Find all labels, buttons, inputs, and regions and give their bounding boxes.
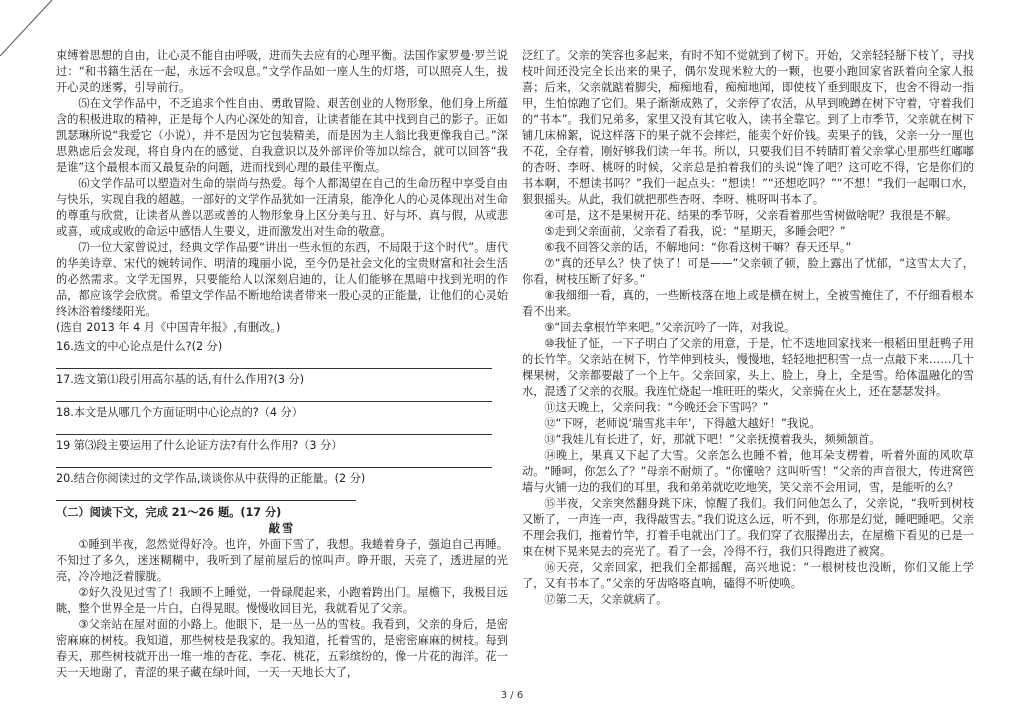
story-paragraph-3: ③父亲站在屋对面的小路上。他眼下，是一丛一丛的雪枝。我看到，父亲的身后，是密密麻麻的树枝。我知道，那些树枝是我家的。我知道，托着雪的，是密密麻麻的树枝。每到春天，那些树枝就开出一堆一堆的杏花、李花、桃花，五彩缤纷的，像一片花的海洋。花一天一天地谢了，青涩的果子藏在绿叶间，一天一天地长大了， [56,618,508,679]
corner-fold-line [0,0,60,60]
section-heading: （二）阅读下文，完成 21～26 题。(17 分) [56,506,282,519]
story-paragraph-6: ⑥我不回答父亲的话，不解地问：“你看这树干嘛？春天还早。” [544,241,852,254]
question-16: 16.选文的中心论点是什么?(2 分) [56,340,223,353]
page-number: 3 / 6 [500,690,524,701]
answer-line-17[interactable] [56,388,492,402]
answer-line-16[interactable] [56,355,492,369]
passage-paragraph-4: 束缚着思想的自由，让心灵不能自由呼吸，进而失去应有的心理平衡。法国作家罗曼·罗兰说过：“和书籍生活在一起，永远不会叹息。”文学作品如一座人生的灯塔，可以照亮人生，拔开心灵的迷雾，引导前行。 [56,49,508,94]
question-18: 18.本文是从哪几个方面证明中心论点的?（4 分） [56,406,303,419]
passage-paragraph-5: ⑸在文学作品中，不乏追求个性自由、勇敢冒险、艰苦创业的人物形象，他们身上所蕴含的积极进取的精神，正是每个人内心深处的知音，让读者能在其中找到自己的影子。正如凯瑟琳所说“我爱它（小说），并不是因为它包装精美，而是因为主人翁比我更像我自己。”深思熟虑后会发现，将自身内在的感觉、自我意识以及外部评价等加以综合，就可以回答“我是谁”这个最根本而又最复杂的问题，进而找到心理的最佳平衡点。 [56,97,508,174]
story-paragraph-4: ④可是，这不是果树开花、结果的季节呀，父亲看着那些雪树做啥呢？我很是不解。 [544,209,958,222]
passage-source: (选自 2013 年 4 月《中国青年报》,有删改。) [56,321,281,334]
right-column [522,48,974,608]
story-paragraph-17: ⑰第二天，父亲就病了。 [544,593,668,606]
story-paragraph-5: ⑤走到父亲面前，父亲看了看我，说：“星期天，多睡会吧？” [544,225,846,238]
story-paragraph-14: ⑭晚上，果真又下起了大雪。父亲怎么也睡不着，他耳朵支楞着，听着外面的风吹草动。“睡呵，你怎么了？”母亲不耐烦了。“你懂啥？这叫听雪！”父亲的声音很大，传进窝笆墙与火铺一边的我们的耳里，我和弟弟就吃吃地笑，笑父亲不会用词，雪，是能听的么？ [522,449,974,494]
question-19: 19 第⑶段主要运用了什么论证方法?有什么作用?（3 分） [56,439,343,452]
question-20: 20.结合你阅读过的文学作品,谈谈你从中获得的正能量。(2 分) [56,472,366,485]
story-paragraph-9: ⑨“回去拿根竹竿来吧。”父亲沉吟了一阵，对我说。 [544,321,796,334]
story-paragraph-7: ⑦“真的还早么？快了快了！可是——”父亲顿了顿，脸上露出了忧郁，“这雪太大了，你看，树枝压断了好多。” [522,257,974,286]
story-paragraph-13: ⑬“我娃儿有长进了，好，那就下吧！”父亲抚摸着我头，频频颔首。 [544,433,881,446]
story-paragraph-8: ⑧我细细一看，真的，一些断枝落在地上或是横在树上，全被雪掩住了，不仔细看根本看不出来。 [522,289,974,318]
story-paragraph-11: ⑪这天晚上，父亲问我：“今晚还会下雪吗？” [544,401,769,414]
passage-paragraph-7: ⑺一位大家曾说过，经典文学作品要“讲出一些永恒的东西，不局限于这个时代”。唐代的华美诗章、宋代的婉转词作、明清的瑰丽小说，至今仍是社会文化的宝贵财富和社会生活的必然需求。文学无国界，只要能给人以深刻启迪的，让人们能够在黑暗中找到光明的作品，都应该学会欣赏。希望文学作品不断地给读者带来一股心灵的正能量，让他们的心灵始终沐浴着缕缕阳光。 [56,241,508,318]
answer-line-20[interactable] [56,487,356,501]
answer-line-18[interactable] [56,421,492,435]
question-17: 17.选文第⑴段引用高尔基的话,有什么作用?(3 分) [56,373,305,386]
story-paragraph-3-cont: 泛红了。父亲的笑容也多起来，有时不知不觉就到了树下。开始，父亲轻轻掰下枝丫，寻找枝叶间还没完全长出来的果子，偶尔发现米粒大的一颗，也要小跑回家省跃着向全家人报喜；后来，父亲就踮着脚尖，痴痴地看，痴痴地闻，即使枝丫垂到眼皮下，也舍不得动一指甲，生怕惊跑了它们。果子渐渐成熟了，父亲停了农活，从早到晚蹲在树下守着，守着我们的“书本”。我们兄弟多，家里又没有其它收入，读书全靠它。到了上市季节，父亲就在树下铺几床棉絮，说这样落下的果子就不会摔烂，能卖个好价钱。卖果子的钱，父亲一分一厘也不花，全存着，刚好够我们读一年书。所以，只要我们目不转睛盯着父亲掌心里那些红嘟嘟的杏呀、李呀、桃呀的时候，父亲总是拍着我们的头说“馋了吧？这可吃不得，它是你们的书本啊，不想读书吗？”我们一起点头：“想读！”“还想吃吗？”“不想！”我们一起咽口水，狠狠摇头。从此，我们就把那些杏呀、李呀、桃呀叫书本了。 [522,49,974,206]
left-column [56,48,508,681]
story-paragraph-10: ⑩我怔了怔，一下子明白了父亲的用意，于是，忙不迭地回家找来一根稻田里赶鸭子用的长竹竿。父亲站在树下，竹竿伸到枝头，慢慢地，轻轻地把积雪一点一点敲下来……几十棵果树，父亲都要敲了一个上午。父亲回家，头上、脸上，身上，全是雪。给体温融化的雪水，混透了父亲的衣服。我连忙烧起一堆旺旺的柴火，父亲骑在火上，还在瑟瑟发抖。 [522,337,974,398]
story-paragraph-15: ⑮半夜，父亲突然翻身跳下床，惊醒了我们。我们问他怎么了，父亲说，“我听到树枝又断了，一声连一声，我得敲雪去。”我们说这么远，听不到，你那是幻觉，睡吧睡吧。父亲不理会我们，拖着竹竿，打着手电就出门了。我们穿了衣服撵出去，在屋檐下看见的已是一束在树下晃来晃去的亮光了。看了一会，冷得不行，我们只得跑进了被窝。 [522,497,974,558]
story-paragraph-12: ⑫“下呀，老师说‘瑞雪兆丰年’，下得越大越好！”我说。 [544,417,821,430]
story-title: 敲雪 [268,522,296,535]
answer-line-19[interactable] [56,454,492,468]
story-paragraph-1: ①睡到半夜，忽然觉得好冷。也许，外面下雪了，我想。我蜷着身子，强迫自己再睡。不知过了多久，迷迷糊糊中，我听到了屋前屋后的惊叫声。睁开眼，天亮了，透进屋的光亮，冷冷地泛着朦胧。 [56,538,508,583]
passage-paragraph-6: ⑹文学作品可以塑造对生命的崇尚与热爱。每个人都渴望在自己的生命历程中享受自由与快乐，实现自我的超越。一部好的文学作品犹如一汪清泉，能净化人的心灵体现出对生命的尊重与欣赏，让读者从善以恶或善的人物形象身上区分美与丑、好与坏、真与假，从或悲或喜，或成或败的命运中感悟人生要义，进而激发出对生命的敬意。 [56,177,508,238]
story-paragraph-16: ⑯天亮，父亲回家，把我们全都摇醒，高兴地说：“一根树枝也没断，你们又能上学了，又有书本了。”父亲的牙齿咯咯直响，磕得不听使唤。 [522,561,974,590]
story-paragraph-2: ②好久没见过雪了！我顾不上睡觉，一骨碌爬起来，小跑着跨出门。屋檐下，我极目远眺，整个世界全是一片白，白得晃眼。慢慢收回目光，我就看见了父亲。 [56,586,508,615]
